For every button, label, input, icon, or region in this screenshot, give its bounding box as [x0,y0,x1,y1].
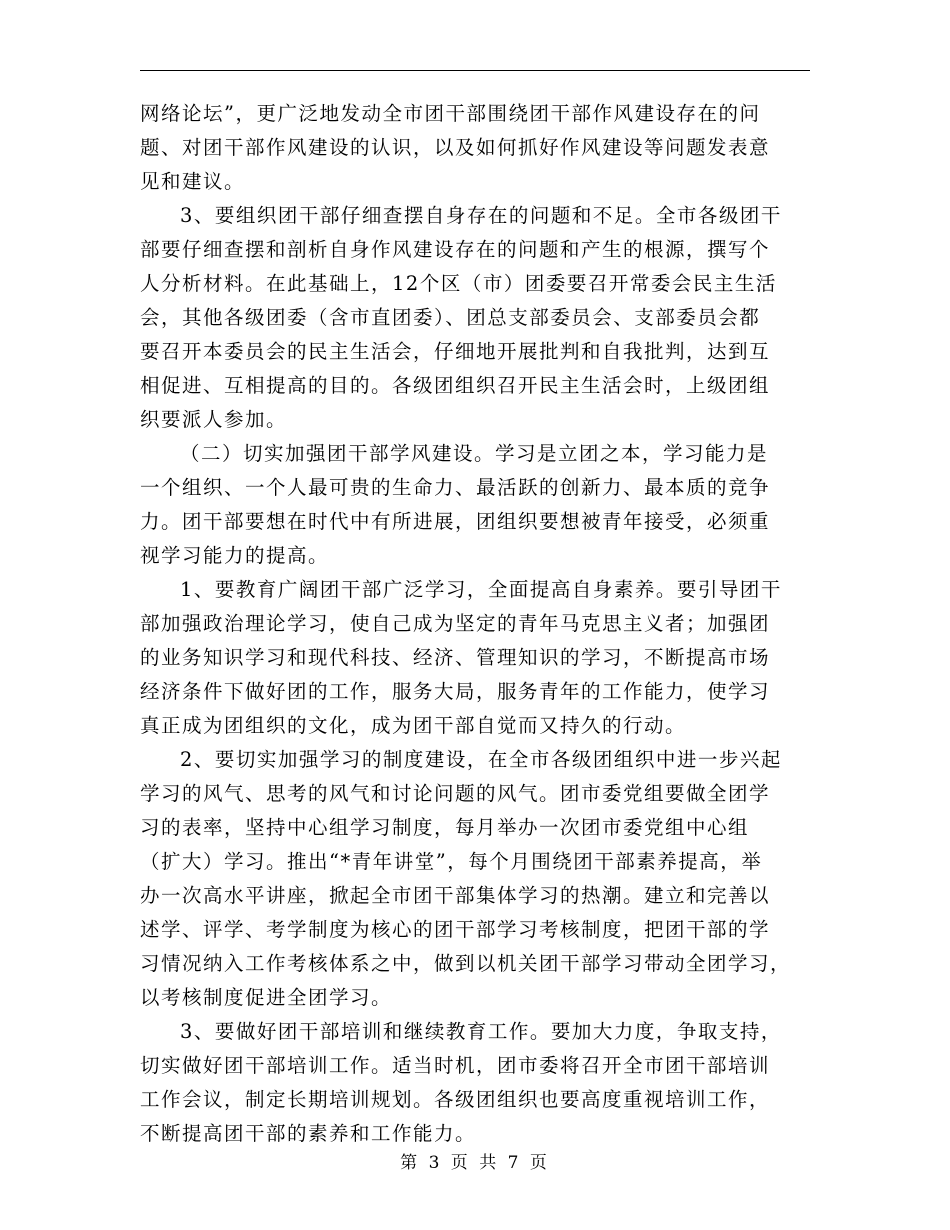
text-line: 不断提高团干部的素养和工作能力。 [140,1122,477,1145]
text-line: 经济条件下做好团的工作，服务大局，服务青年的工作能力，使学习 [140,680,771,703]
text-line: 部加强政治理论学习，使自己成为坚定的青年马克思主义者；加强团 [140,612,771,635]
header-rule [140,70,810,71]
text-line: 要召开本委员会的民主生活会，仔细地开展批判和自我批判，达到互 [140,340,771,363]
text-line: 1、要教育广阔团干部广泛学习，全面提高自身素养。要引导团干 [180,578,782,601]
text-line: 一个组织、一个人最可贵的生命力、最活跃的创新力、最本质的竞争 [140,476,771,499]
text-line: 办一次高水平讲座，掀起全市团干部集体学习的热潮。建立和完善以 [140,884,771,907]
text-line: 习情况纳入工作考核体系之中，做到以机关团干部学习带动全团学习， [140,952,792,975]
text-line: 3、要组织团干部仔细查摆自身存在的问题和不足。全市各级团干 [180,204,782,227]
text-line: 人分析材料。在此基础上，12个区（市）团委要召开常委会民主生活 [140,272,777,295]
text-line: 题、对团干部作风建设的认识，以及如何抓好作风建设等问题发表意 [140,136,771,159]
text-line: 真正成为团组织的文化，成为团干部自觉而又持久的行动。 [140,714,687,737]
text-line: 学习的风气、思考的风气和讨论问题的风气。团市委党组要做全团学 [140,782,771,805]
text-line: 工作会议，制定长期培训规划。各级团组织也要高度重视培训工作， [140,1088,771,1111]
text-line: 切实做好团干部培训工作。适当时机，团市委将召开全市团干部培训 [140,1054,771,1077]
text-line: （扩大）学习。推出“*青年讲堂”，每个月围绕团干部素养提高，举 [140,850,763,873]
text-line: 会，其他各级团委（含市直团委）、团总支部委员会、支部委员会都 [140,306,761,329]
text-line: 的业务知识学习和现代科技、经济、管理知识的学习，不断提高市场 [140,646,771,669]
text-line: 述学、评学、考学制度为核心的团干部学习考核制度，把团干部的学 [140,918,771,941]
text-line: 相促进、互相提高的目的。各级团组织召开民主生活会时，上级团组 [140,374,771,397]
text-line: 部要仔细查摆和剖析自身作风建设存在的问题和产生的根源，撰写个 [140,238,771,261]
text-line: 织要派人参加。 [140,408,288,431]
text-line: 视学习能力的提高。 [140,544,330,567]
text-line: 以考核制度促进全团学习。 [140,986,393,1009]
text-line: 力。团干部要想在时代中有所进展，团组织要想被青年接受，必须重 [140,510,771,533]
text-line: 见和建议。 [140,170,246,193]
page-footer: 第 3 页 共 7 页 [400,1153,550,1173]
text-line: 2、要切实加强学习的制度建设，在全市各级团组织中进一步兴起 [180,748,782,771]
text-line: 3、要做好团干部培训和继续教育工作。要加大力度，争取支持， [180,1020,782,1043]
text-line: 网络论坛”，更广泛地发动全市团干部围绕团干部作风建设存在的问 [140,102,761,125]
text-line: （二）切实加强团干部学风建设。学习是立团之本，学习能力是 [180,442,769,465]
text-line: 习的表率，坚持中心组学习制度，每月举办一次团市委党组中心组 [140,816,750,839]
document-body [140,97,812,1151]
